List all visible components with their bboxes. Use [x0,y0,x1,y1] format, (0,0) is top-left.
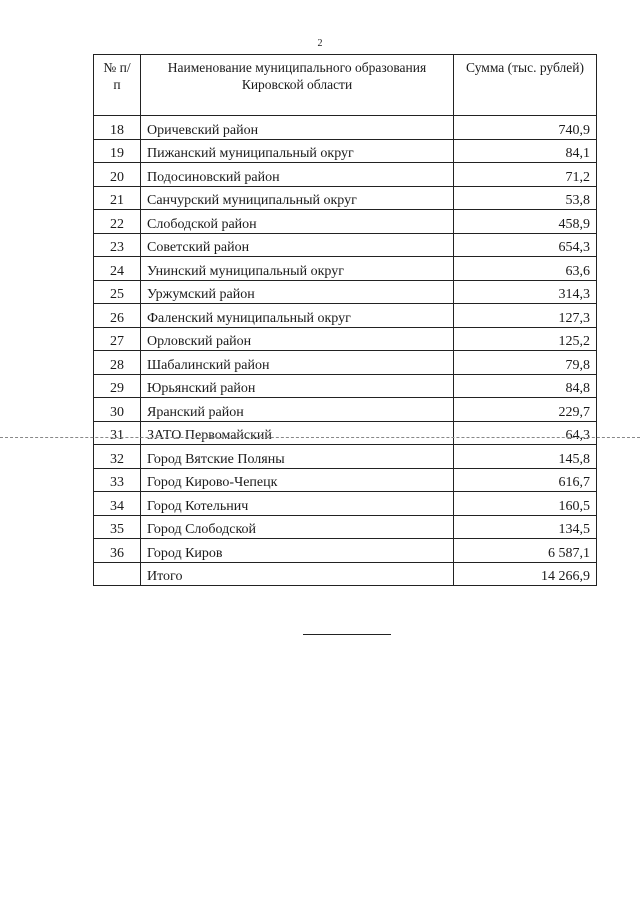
row-name: Пижанский муниципальный округ [141,139,454,163]
row-sum: 64,3 [454,421,597,445]
row-sum: 63,6 [454,257,597,281]
row-sum: 71,2 [454,163,597,187]
row-number: 19 [94,139,141,163]
table-row [94,492,597,516]
row-sum: 79,8 [454,351,597,375]
row-sum: 6 587,1 [454,539,597,563]
row-number: 25 [94,280,141,304]
row-name: Юрьянский район [141,374,454,398]
row-sum: 654,3 [454,233,597,257]
row-sum: 145,8 [454,445,597,469]
row-name: Город Слободской [141,515,454,539]
row-number: 36 [94,539,141,563]
row-name: Санчурский муниципальный округ [141,186,454,210]
row-sum: 229,7 [454,398,597,422]
table-row [94,280,597,304]
row-name: Город Котельнич [141,492,454,516]
row-name: Шабалинский район [141,351,454,375]
table-row [94,445,597,469]
row-number: 24 [94,257,141,281]
row-sum: 127,3 [454,304,597,328]
row-number: 20 [94,163,141,187]
header-name: Наименование муниципального образования Кировской области [141,55,454,116]
row-number: 18 [94,116,141,140]
header-number: № п/п [94,55,141,116]
table-row [94,233,597,257]
row-sum: 84,8 [454,374,597,398]
table-row [94,257,597,281]
row-name: Унинский муниципальный округ [141,257,454,281]
table-row [94,421,597,445]
row-name: Слободской район [141,210,454,234]
row-name: Уржумский район [141,280,454,304]
table-row [94,539,597,563]
row-name: Город Киров [141,539,454,563]
row-number: 35 [94,515,141,539]
row-name: Фаленский муниципальный округ [141,304,454,328]
row-name: Оричевский район [141,116,454,140]
row-number: 30 [94,398,141,422]
total-label: Итого [141,562,454,586]
row-sum: 125,2 [454,327,597,351]
row-number: 31 [94,421,141,445]
row-number: 34 [94,492,141,516]
table-body [94,116,597,563]
row-sum: 740,9 [454,116,597,140]
table-header-row [94,55,597,116]
row-number: 21 [94,186,141,210]
row-sum: 84,1 [454,139,597,163]
row-name: Город Кирово-Чепецк [141,468,454,492]
total-number [94,562,141,586]
table-row [94,139,597,163]
table-row [94,468,597,492]
table-row [94,515,597,539]
row-number: 32 [94,445,141,469]
table-row [94,116,597,140]
row-name: Яранский район [141,398,454,422]
row-name: Подосиновский район [141,163,454,187]
row-sum: 616,7 [454,468,597,492]
row-number: 33 [94,468,141,492]
end-rule [303,634,391,635]
table-row [94,327,597,351]
table-row [94,210,597,234]
total-sum: 14 266,9 [454,562,597,586]
row-name: Орловский район [141,327,454,351]
row-name: ЗАТО Первомайский [141,421,454,445]
row-name: Город Вятские Поляны [141,445,454,469]
header-sum: Сумма (тыс. рублей) [454,55,597,116]
allocation-table [93,54,597,586]
row-sum: 160,5 [454,492,597,516]
table-row [94,374,597,398]
row-sum: 53,8 [454,186,597,210]
row-sum: 458,9 [454,210,597,234]
table-row [94,186,597,210]
table-row [94,163,597,187]
total-row [94,562,597,586]
row-sum: 314,3 [454,280,597,304]
row-number: 23 [94,233,141,257]
row-number: 22 [94,210,141,234]
row-number: 27 [94,327,141,351]
page-number: 2 [317,38,323,49]
fold-line [0,437,640,438]
row-number: 26 [94,304,141,328]
table-row [94,304,597,328]
table-row [94,351,597,375]
row-name: Советский район [141,233,454,257]
row-number: 28 [94,351,141,375]
row-sum: 134,5 [454,515,597,539]
table-row [94,398,597,422]
row-number: 29 [94,374,141,398]
